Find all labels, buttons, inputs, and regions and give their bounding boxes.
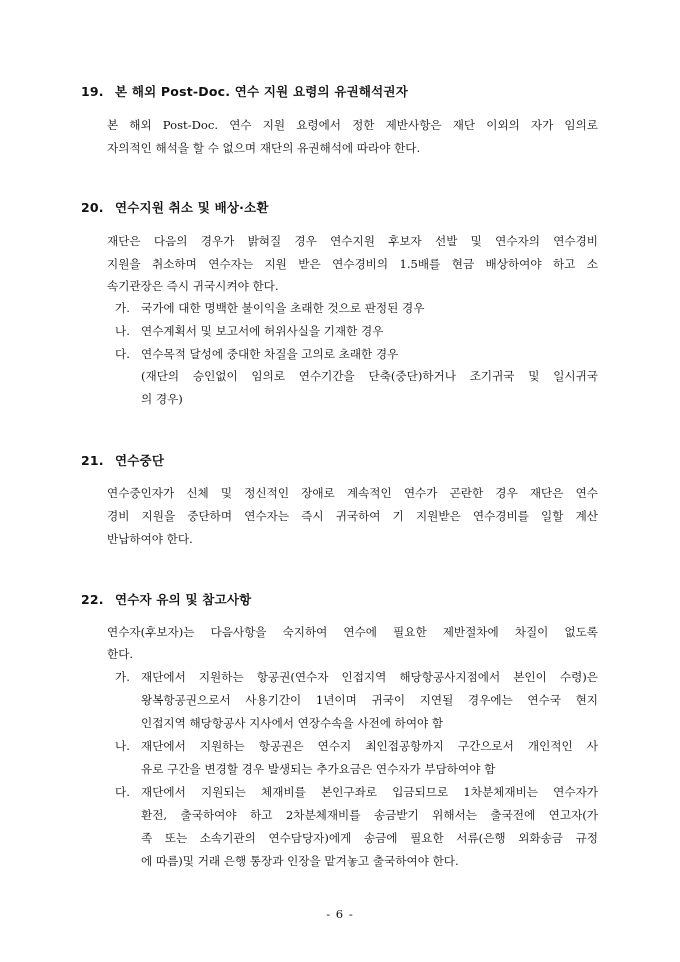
list-item-text: 유로 구간을 변경할 경우 발생되는 추가요금은 연수자가 부담하여야 함 (141, 762, 496, 776)
list-item-text: 재단에서 지원되는 체재비를 본인구좌로 입금되므로 1차분체재비는 연수자가 (141, 785, 598, 799)
paragraph-line: 반납하여야 한다. (107, 532, 193, 546)
note-line: (재단의 승인없이 임의로 연수기간을 단축(중단)하거나 조기귀국 및 일시귀국 (141, 369, 598, 383)
paragraph-line: 경비 지원을 중단하며 연수자는 즉시 귀국하여 기 지원받은 연수경비를 일할 계산 (107, 509, 598, 523)
section-title: 연수자 유의 및 참고사항 (115, 592, 252, 607)
section-title: 본 해외 Post-Doc. 연수 지원 요령의 유권해석권자 (115, 84, 408, 99)
list-item-text: 족 또는 소속기관의 연수담당자)에게 송금에 필요한 서류(은행 외화송금 규정 (141, 831, 598, 845)
list-item-text: 에 따름)및 거래 은행 통장과 인장을 맡겨놓고 출국하여야 한다. (141, 854, 459, 868)
list-item-text: 왕복항공권으로서 사용기간이 1년이며 귀국이 지연될 경우에는 연수국 현지 (141, 693, 598, 707)
list-item-text: 연수목적 달성에 중대한 차질을 고의로 초래한 경우 (141, 347, 399, 361)
list-item-text: 환전, 출국하여야 하고 2차분체재비를 송금받기 위해서는 출국전에 연고자(가 (141, 808, 598, 822)
paragraph-line: 연수자(후보자)는 다음사항을 숙지하여 연수에 필요한 제반절차에 차질이 없도록 (107, 625, 598, 639)
section-number: 21. (81, 453, 104, 468)
section-number: 20. (81, 200, 104, 215)
paragraph-line: 연수중인자가 신체 및 정신적인 장애로 계속적인 연수가 곤란한 경우 재단은 연수 (107, 486, 598, 500)
section-number: 22. (81, 592, 104, 607)
section-19-heading (81, 82, 408, 100)
list-item-text: 국가에 대한 명백한 불이익을 초래한 것으로 판정된 경우 (141, 301, 425, 315)
list-item-text: 재단에서 지원하는 항공권(연수자 인접지역 해당항공사지점에서 본인이 수령)은 (141, 670, 598, 684)
list-marker: 나. (115, 324, 130, 338)
paragraph-line: 자의적인 해석을 할 수 없으며 재단의 유권해석에 따라야 한다. (107, 141, 421, 155)
section-20-heading (81, 198, 269, 216)
list-marker: 다. (115, 785, 130, 799)
section-title: 연수중단 (115, 453, 165, 468)
paragraph-line: 한다. (107, 647, 134, 661)
list-item-text: 연수계획서 및 보고서에 허위사실을 기재한 경우 (141, 324, 384, 338)
list-marker: 가. (115, 670, 130, 684)
paragraph-line: 본 해외 Post-Doc. 연수 지원 요령에서 정한 제반사항은 재단 이외의 자가 임의로 (107, 118, 598, 132)
note-line: 의 경우) (141, 392, 183, 406)
section-number: 19. (81, 84, 104, 99)
paragraph-line: 재단은 다음의 경우가 밝혀질 경우 연수지원 후보자 선발 및 연수자의 연수경비 (107, 234, 598, 248)
list-marker: 가. (115, 301, 130, 315)
list-item-text: 인접지역 해당항공사 지사에서 연장수속을 사전에 하여야 함 (141, 716, 444, 730)
paragraph-line: 속기관장은 즉시 귀국시켜야 한다. (107, 279, 279, 293)
section-21-heading (81, 451, 164, 469)
list-item-text: 재단에서 지원하는 항공권은 연수지 최인접공항까지 구간으로서 개인적인 사 (141, 739, 598, 753)
paragraph-line: 지원을 취소하며 연수자는 지원 받은 연수경비의 1.5배를 현금 배상하여야 하고 소 (107, 257, 598, 271)
list-marker: 다. (115, 347, 130, 361)
section-title: 연수지원 취소 및 배상·소환 (115, 200, 269, 215)
section-22-heading (81, 590, 251, 608)
page-number: - 6 - (326, 907, 354, 921)
list-marker: 나. (115, 739, 130, 753)
